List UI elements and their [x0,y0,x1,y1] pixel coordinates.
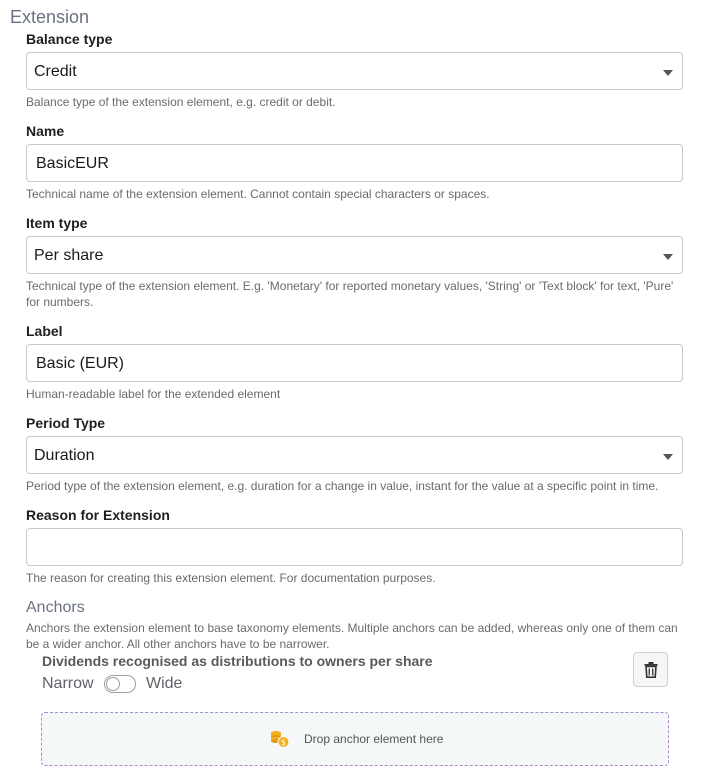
anchor-item-name: Dividends recognised as distributions to owners per share [42,653,433,669]
trash-icon [644,662,658,678]
item-type-value: Per share [34,247,104,264]
section-title: Extension [10,7,90,27]
coins-icon [270,730,290,748]
delete-anchor-button[interactable] [633,652,668,687]
reason-input[interactable] [26,528,683,566]
wide-label: Wide [146,675,183,692]
chevron-down-icon [663,70,673,76]
svg-text:$: $ [280,738,287,747]
name-label: Name [26,123,65,139]
chevron-down-icon [663,454,673,460]
period-type-help: Period type of the extension element, e.g. duration for a change in value, instant for the value at a specific point in time. [26,479,659,493]
label-input[interactable] [26,344,683,382]
narrow-wide-switch[interactable] [104,675,136,693]
narrow-label: Narrow [42,675,94,692]
label-help: Human-readable label for the extended element [26,387,281,401]
label-label: Label [26,323,63,339]
name-value: BasicEUR [36,155,109,172]
dropzone-text: Drop anchor element here [304,732,444,746]
anchors-help: Anchors the extension element to base taxonomy elements. Multiple anchors can be added, whereas only one of them can be a wider anchor. All other anchors have to be narrower. [26,621,678,651]
reason-label: Reason for Extension [26,507,170,523]
item-type-label: Item type [26,215,88,231]
balance-type-label: Balance type [26,31,113,47]
name-help: Technical name of the extension element. Cannot contain special characters or spaces. [26,187,490,201]
balance-type-value: Credit [34,63,77,80]
item-type-help: Technical type of the extension element. E.g. 'Monetary' for reported monetary values, 'String' or 'Text block' for text, 'Pure' for numbers. [26,279,674,309]
reason-help: The reason for creating this extension element. For documentation purposes. [26,571,436,585]
item-type-select[interactable] [26,236,683,274]
anchors-title: Anchors [26,599,85,616]
label-value: Basic (EUR) [36,355,125,372]
chevron-down-icon [663,254,673,260]
balance-type-select[interactable] [26,52,683,90]
balance-type-help: Balance type of the extension element, e.g. credit or debit. [26,95,336,109]
period-type-label: Period Type [26,415,106,431]
period-type-select[interactable] [26,436,683,474]
switch-knob [106,677,120,691]
anchor-dropzone[interactable] [41,712,669,766]
name-input[interactable] [26,144,683,182]
period-type-value: Duration [34,447,95,464]
